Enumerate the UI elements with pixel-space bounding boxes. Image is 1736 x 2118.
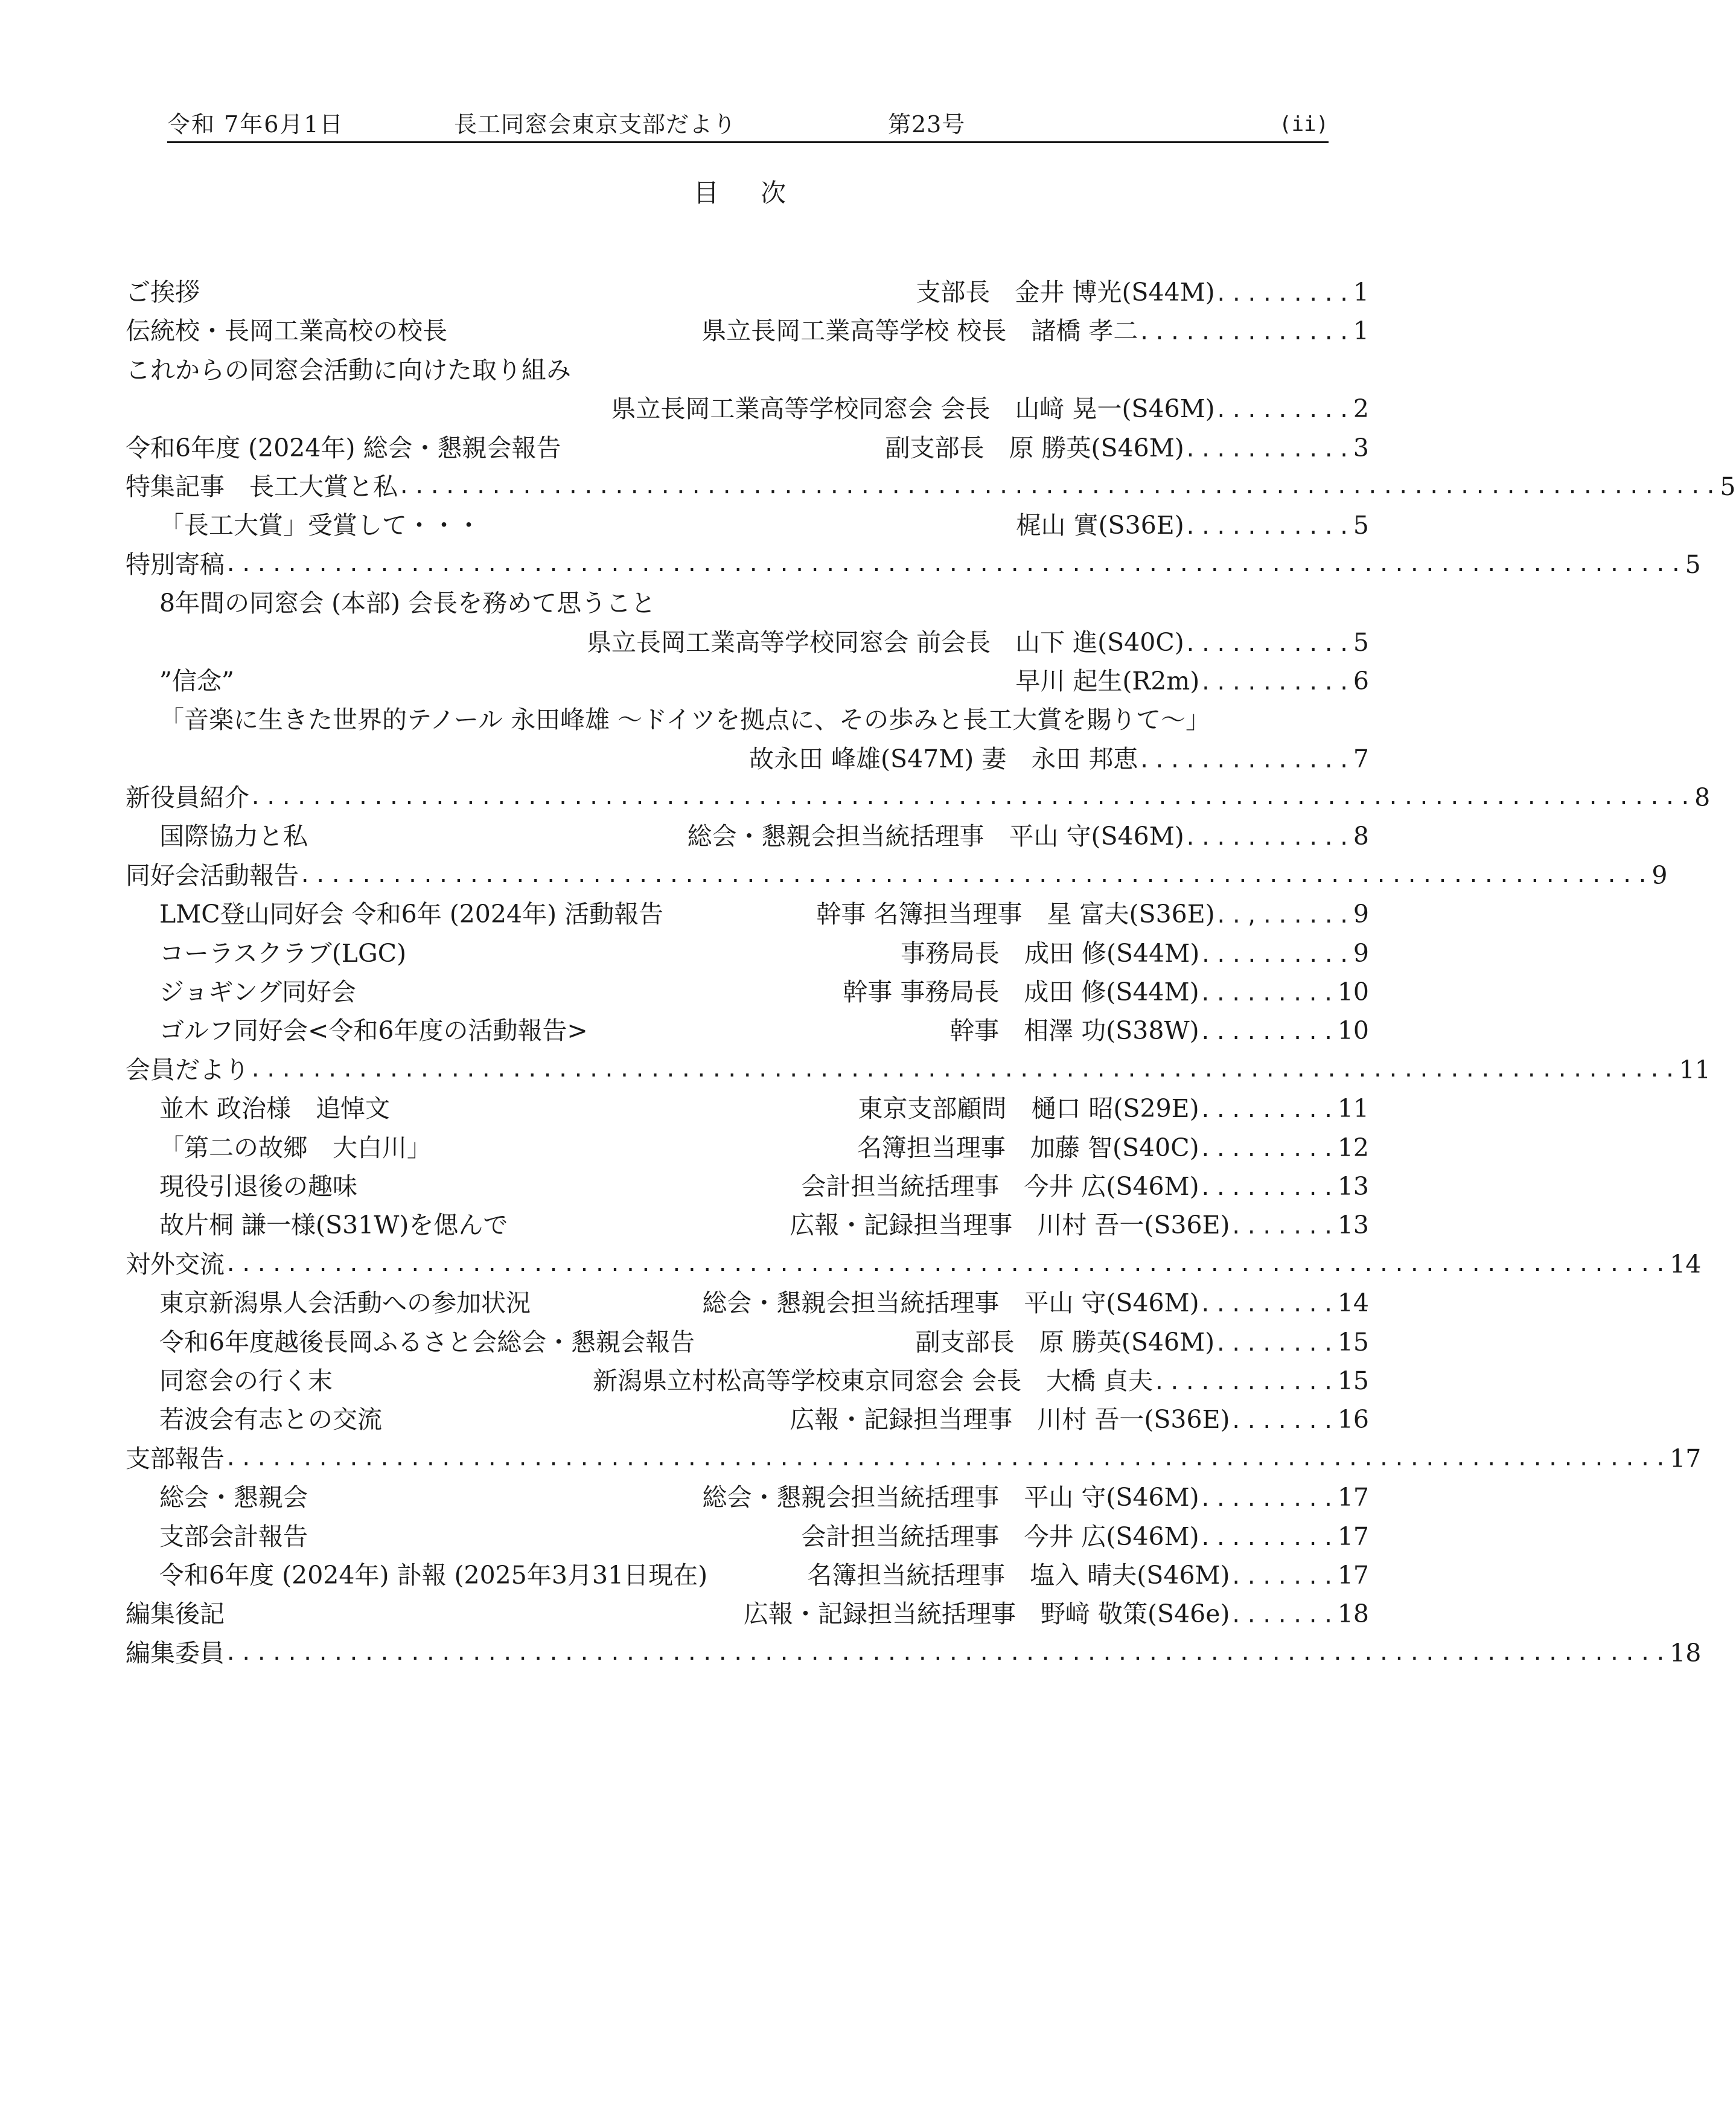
author-role: 広報・記録担当理事 [790, 1211, 1013, 1240]
dot-leader: ......... [1214, 282, 1353, 306]
toc-entry-byline [801, 1517, 1369, 1558]
dot-leader: ...................................................................................... [398, 474, 1720, 499]
author-name: 加藤 智(S40C) [1030, 1133, 1199, 1162]
table-of-contents [126, 273, 1736, 1672]
toc-entry-page: 1 [1353, 278, 1369, 307]
author-name: 原 勝英(S46M) [1039, 1327, 1215, 1357]
dot-leader: ....... [1230, 1604, 1338, 1628]
toc-entry-title: 故片桐 謙一様(S31W)を偲んで [159, 1211, 508, 1240]
author-name: 梶山 實(S36E) [1016, 511, 1184, 540]
author-role: 県立長岡工業高等学校同窓会 前会長 [587, 627, 991, 657]
toc-entry [126, 389, 1369, 428]
toc-entry [126, 506, 1369, 545]
toc-entry-page: 17 [1337, 1560, 1369, 1590]
toc-entry-byline [801, 1167, 1369, 1208]
toc-entry-title: 支部報告 [126, 1444, 225, 1473]
dot-leader: ............ [1153, 1370, 1338, 1395]
author-name: 川村 吾一(S36E) [1037, 1405, 1230, 1435]
author-role: 広報・記録担当理事 [790, 1405, 1013, 1435]
toc-entry [126, 662, 1369, 700]
author-name: 星 富夫(S36E) [1047, 900, 1215, 929]
toc-entry-byline [701, 312, 1369, 352]
toc-entry-byline [749, 740, 1369, 780]
header-rule [167, 141, 1329, 143]
dot-leader: .......... [1199, 942, 1353, 967]
author-role: 総会・懇親会担当統括理事 [687, 822, 984, 851]
toc-entry-byline [702, 1478, 1369, 1518]
toc-entry-byline [949, 1011, 1369, 1052]
toc-entry-title: 同好会活動報告 [126, 860, 299, 890]
author-role: 副支部長 [885, 433, 984, 462]
author-name: 今井 広(S46M) [1024, 1171, 1199, 1201]
dot-leader: ......... [1199, 1137, 1338, 1162]
author-name: 川村 吾一(S36E) [1037, 1211, 1230, 1240]
toc-entry [126, 623, 1369, 662]
dot-leader: .............. [1138, 748, 1353, 773]
toc-entry [126, 1051, 1711, 1089]
toc-entry-page: 9 [1651, 860, 1668, 890]
toc-entry-byline [916, 1323, 1369, 1363]
dot-leader: ........... [1184, 515, 1353, 540]
toc-entry-title: 「長工大賞」受賞して・・・ [159, 511, 481, 540]
toc-entry-title: 会員だより [126, 1055, 249, 1084]
dot-leader: ........... [1184, 632, 1353, 656]
author-role: 支部長 [916, 278, 991, 307]
dot-leader: .............................................................................................. [225, 1446, 1670, 1471]
toc-entry-title: ご挨拶 [126, 278, 200, 307]
toc-entry [126, 1478, 1369, 1517]
toc-entry-title: 8年間の同窓会 (本部) 会長を務めて思うこと [159, 589, 656, 618]
author-name: 樋口 昭(S29E) [1031, 1094, 1199, 1124]
toc-entry-byline [901, 934, 1369, 974]
toc-entry-page: 7 [1353, 744, 1369, 773]
toc-entry-page: 5 [1685, 549, 1701, 579]
toc-heading: 目 次 [693, 178, 803, 208]
toc-entry [126, 1361, 1369, 1400]
toc-entry-byline [687, 817, 1369, 857]
toc-entry [126, 973, 1369, 1011]
toc-entry [126, 1439, 1702, 1478]
toc-entry-page: 14 [1337, 1288, 1369, 1318]
author-role: 東京支部顧問 [858, 1094, 1007, 1124]
toc-entry-title: 「第二の故郷 大白川」 [159, 1133, 432, 1162]
toc-entry-page: 17 [1337, 1483, 1369, 1512]
toc-entry-byline [790, 1206, 1369, 1246]
dot-leader: ......... [1199, 1176, 1338, 1200]
toc-entry [126, 1517, 1369, 1556]
author-name: 大橋 貞夫 [1046, 1366, 1154, 1395]
author-name: 成田 修(S44M) [1024, 938, 1200, 968]
toc-entry-page: 10 [1337, 1016, 1369, 1046]
toc-entry-page: 17 [1670, 1444, 1702, 1473]
toc-entry-byline [885, 429, 1369, 469]
author-name: 原 勝英(S46M) [1009, 433, 1184, 462]
author-name: 早川 起生(R2m) [1015, 666, 1200, 696]
toc-entry-page: 8 [1353, 822, 1369, 851]
toc-entry [126, 1245, 1702, 1284]
author-name: 平山 守(S46M) [1024, 1288, 1199, 1318]
toc-entry [126, 1400, 1369, 1439]
toc-entry-page: 18 [1670, 1638, 1702, 1668]
dot-leader: ....... [1230, 1409, 1338, 1434]
dot-leader: ......... [1199, 1020, 1338, 1045]
toc-entry [126, 1089, 1369, 1128]
toc-entry [126, 1634, 1702, 1672]
dot-leader: ......... [1199, 982, 1338, 1006]
toc-entry-byline [611, 389, 1369, 430]
issue-number: 第23号 [888, 111, 966, 138]
toc-entry-page: 15 [1337, 1366, 1369, 1395]
toc-entry [126, 700, 1369, 739]
toc-entry-title: 編集後記 [126, 1599, 225, 1629]
toc-entry-title: 総会・懇親会 [159, 1483, 308, 1512]
dot-leader: .............................................................................................. [225, 1252, 1670, 1276]
dot-leader: ....... [1230, 1564, 1338, 1589]
toc-entry-title: 特集記事 長工大賞と私 [126, 472, 398, 501]
author-name: 平山 守(S46M) [1009, 822, 1184, 851]
toc-entry-byline [843, 973, 1369, 1013]
toc-entry-page: 15 [1337, 1327, 1369, 1357]
author-name: 野﨑 敬策(S46e) [1040, 1599, 1230, 1629]
toc-entry-title: 支部会計報告 [159, 1521, 308, 1551]
toc-entry [126, 740, 1369, 778]
toc-entry-page: 8 [1694, 783, 1711, 813]
toc-entry [126, 1323, 1369, 1361]
dot-leader: ........ [1214, 1331, 1338, 1356]
toc-entry-title: 現役引退後の趣味 [159, 1171, 357, 1201]
dot-leader: ............................................................................................... [225, 552, 1685, 577]
dot-leader: ......... [1199, 1098, 1338, 1123]
toc-entry [126, 1011, 1369, 1050]
toc-entry-page: 13 [1337, 1171, 1369, 1201]
toc-entry [126, 467, 1736, 506]
author-name: 山下 進(S40C) [1015, 627, 1184, 657]
toc-entry [126, 778, 1711, 817]
toc-entry-title: 令和6年度越後長岡ふるさと会総会・懇親会報告 [159, 1327, 695, 1357]
author-role: 事務局長 [900, 938, 1000, 968]
toc-entry-title: 伝統校・長岡工業高校の校長 [126, 316, 447, 346]
toc-entry-page: 5 [1353, 627, 1369, 657]
toc-entry-byline [702, 1284, 1369, 1324]
author-name: 諸橋 孝二 [1031, 316, 1138, 346]
toc-entry-page: 17 [1337, 1521, 1369, 1551]
toc-entry-title: 若波会有志との交流 [159, 1405, 382, 1435]
author-role: 総会・懇親会担当統括理事 [702, 1288, 1000, 1318]
toc-entry-byline [858, 1089, 1369, 1130]
toc-entry-title: 国際協力と私 [159, 822, 308, 851]
toc-entry-title: ジョギング同好会 [159, 977, 356, 1007]
author-role: 名簿担当統括理事 [807, 1560, 1006, 1590]
author-name: 成田 修(S44M) [1024, 977, 1199, 1007]
toc-entry-title: 並木 政治様 追悼文 [159, 1094, 391, 1124]
toc-entry-page: 6 [1353, 666, 1369, 696]
toc-entry [126, 934, 1369, 973]
toc-entry-page: 18 [1337, 1599, 1369, 1629]
toc-entry [126, 817, 1369, 856]
toc-entry [126, 351, 1369, 389]
author-name: 山﨑 晃一(S46M) [1015, 394, 1215, 424]
author-name: 相澤 功(S38W) [1024, 1016, 1199, 1046]
author-role: 県立長岡工業高等学校 校長 [701, 316, 1007, 346]
dot-leader: .............................................................................................. [225, 1640, 1670, 1665]
author-name: 塩入 晴夫(S46M) [1030, 1560, 1230, 1590]
author-role: 幹事 事務局長 [843, 977, 1000, 1007]
dot-leader: .............. [1138, 321, 1353, 345]
toc-entry-page: 5 [1353, 511, 1369, 540]
toc-entry [126, 1556, 1369, 1595]
dot-leader: ......... [1199, 1293, 1338, 1317]
toc-entry-page: 13 [1337, 1211, 1369, 1240]
toc-entry [126, 584, 1369, 622]
toc-entry-page: 9 [1353, 900, 1369, 929]
toc-entry-title: 東京新潟県人会活動への参加状況 [159, 1288, 531, 1318]
toc-entry [126, 895, 1369, 933]
author-role: 総会・懇親会担当統括理事 [702, 1483, 1000, 1512]
toc-entry-byline [790, 1400, 1369, 1441]
page-number: (ii) [1279, 112, 1329, 136]
toc-entry-page: 11 [1337, 1094, 1369, 1124]
toc-entry-title: 特別寄稿 [126, 549, 225, 579]
toc-entry-page: 10 [1337, 977, 1369, 1007]
toc-entry-page: 11 [1679, 1055, 1711, 1084]
toc-entry-byline [744, 1595, 1369, 1635]
toc-entry [126, 1167, 1369, 1206]
dot-leader: ............................................................................................. [249, 1057, 1679, 1082]
toc-entry [126, 856, 1668, 895]
toc-entry [126, 429, 1369, 467]
author-role: 会計担当統括理事 [801, 1521, 1000, 1551]
toc-entry [126, 273, 1369, 312]
dot-leader: ..,...... [1214, 904, 1353, 929]
toc-entry-title: 編集委員 [126, 1638, 225, 1668]
toc-entry-page: 1 [1353, 316, 1369, 346]
toc-entry-byline [587, 623, 1369, 664]
author-role: 幹事 [949, 1016, 1000, 1046]
toc-entry-title: 令和6年度 (2024年) 訃報 (2025年3月31日現在) [159, 1560, 708, 1590]
author-role: 幹事 名簿担当理事 [816, 900, 1023, 929]
author-role: 県立長岡工業高等学校同窓会 会長 [611, 394, 991, 424]
toc-entry-page: 2 [1353, 394, 1369, 424]
toc-entry-byline [1016, 506, 1369, 546]
dot-leader: ......... [1199, 1487, 1338, 1512]
toc-entry-title: LMC登山同好会 令和6年 (2024年) 活動報告 [159, 900, 664, 929]
toc-entry-title: これからの同窓会活動に向けた取り組み [126, 355, 571, 385]
toc-entry [126, 312, 1369, 350]
toc-entry-byline [816, 895, 1369, 935]
toc-entry-title: コーラスクラブ(LGC) [159, 938, 407, 968]
author-role: 広報・記録担当統括理事 [743, 1599, 1016, 1629]
dot-leader: .............................................................................................. [249, 785, 1695, 810]
toc-entry-page: 12 [1337, 1133, 1369, 1162]
toc-entry [126, 1128, 1369, 1167]
toc-entry-title: 対外交流 [126, 1249, 225, 1279]
toc-entry-title: 新役員紹介 [126, 783, 249, 813]
toc-entry [126, 1284, 1369, 1322]
toc-entry-page: 14 [1670, 1249, 1702, 1279]
author-name: 金井 博光(S44M) [1015, 278, 1215, 307]
toc-entry-title: 「音楽に生きた世界的テノール 永田峰雄 ～ドイツを拠点に、その歩みと長工大賞を賜りて～」 [159, 705, 1211, 735]
toc-entry [126, 1206, 1369, 1244]
toc-entry-byline [807, 1556, 1369, 1596]
toc-entry-byline [857, 1128, 1369, 1169]
toc-entry-page: 16 [1337, 1405, 1369, 1435]
dot-leader: ........................................................................................ [299, 863, 1652, 888]
toc-entry-page: 3 [1353, 433, 1369, 462]
toc-entry-title: 同窓会の行く末 [159, 1366, 333, 1395]
toc-entry-page: 5 [1720, 472, 1736, 501]
author-role: 故永田 峰雄(S47M) 妻 [748, 744, 1007, 773]
dot-leader: ........... [1184, 437, 1353, 462]
author-role: 副支部長 [915, 1327, 1015, 1357]
author-role: 会計担当統括理事 [801, 1171, 1000, 1201]
newsletter-title: 長工同窓会東京支部だより [454, 111, 737, 138]
author-name: 永田 邦恵 [1031, 744, 1138, 773]
author-role: 新潟県立村松高等学校東京同窓会 会長 [593, 1366, 1022, 1395]
author-role: 名簿担当理事 [857, 1133, 1006, 1162]
toc-entry-page: 9 [1353, 938, 1369, 968]
toc-entry [126, 545, 1701, 584]
author-name: 平山 守(S46M) [1024, 1483, 1199, 1512]
issue-date: 令和 7年6月1日 [167, 111, 344, 138]
dot-leader: ....... [1230, 1215, 1338, 1240]
toc-entry-title: ゴルフ同好会<令和6年度の活動報告> [159, 1016, 588, 1046]
toc-entry [126, 1595, 1369, 1633]
toc-entry-title: ”信念” [159, 666, 234, 696]
toc-entry-title: 令和6年度 (2024年) 総会・懇親会報告 [126, 433, 561, 462]
running-header [167, 107, 1329, 141]
author-name: 今井 広(S46M) [1024, 1521, 1199, 1551]
dot-leader: ......... [1199, 1526, 1338, 1550]
dot-leader: .......... [1199, 670, 1353, 695]
dot-leader: ........... [1184, 826, 1353, 851]
toc-entry-byline [593, 1361, 1369, 1402]
toc-entry-byline [916, 273, 1369, 313]
dot-leader: ......... [1214, 398, 1353, 423]
toc-entry-byline [1015, 662, 1369, 702]
